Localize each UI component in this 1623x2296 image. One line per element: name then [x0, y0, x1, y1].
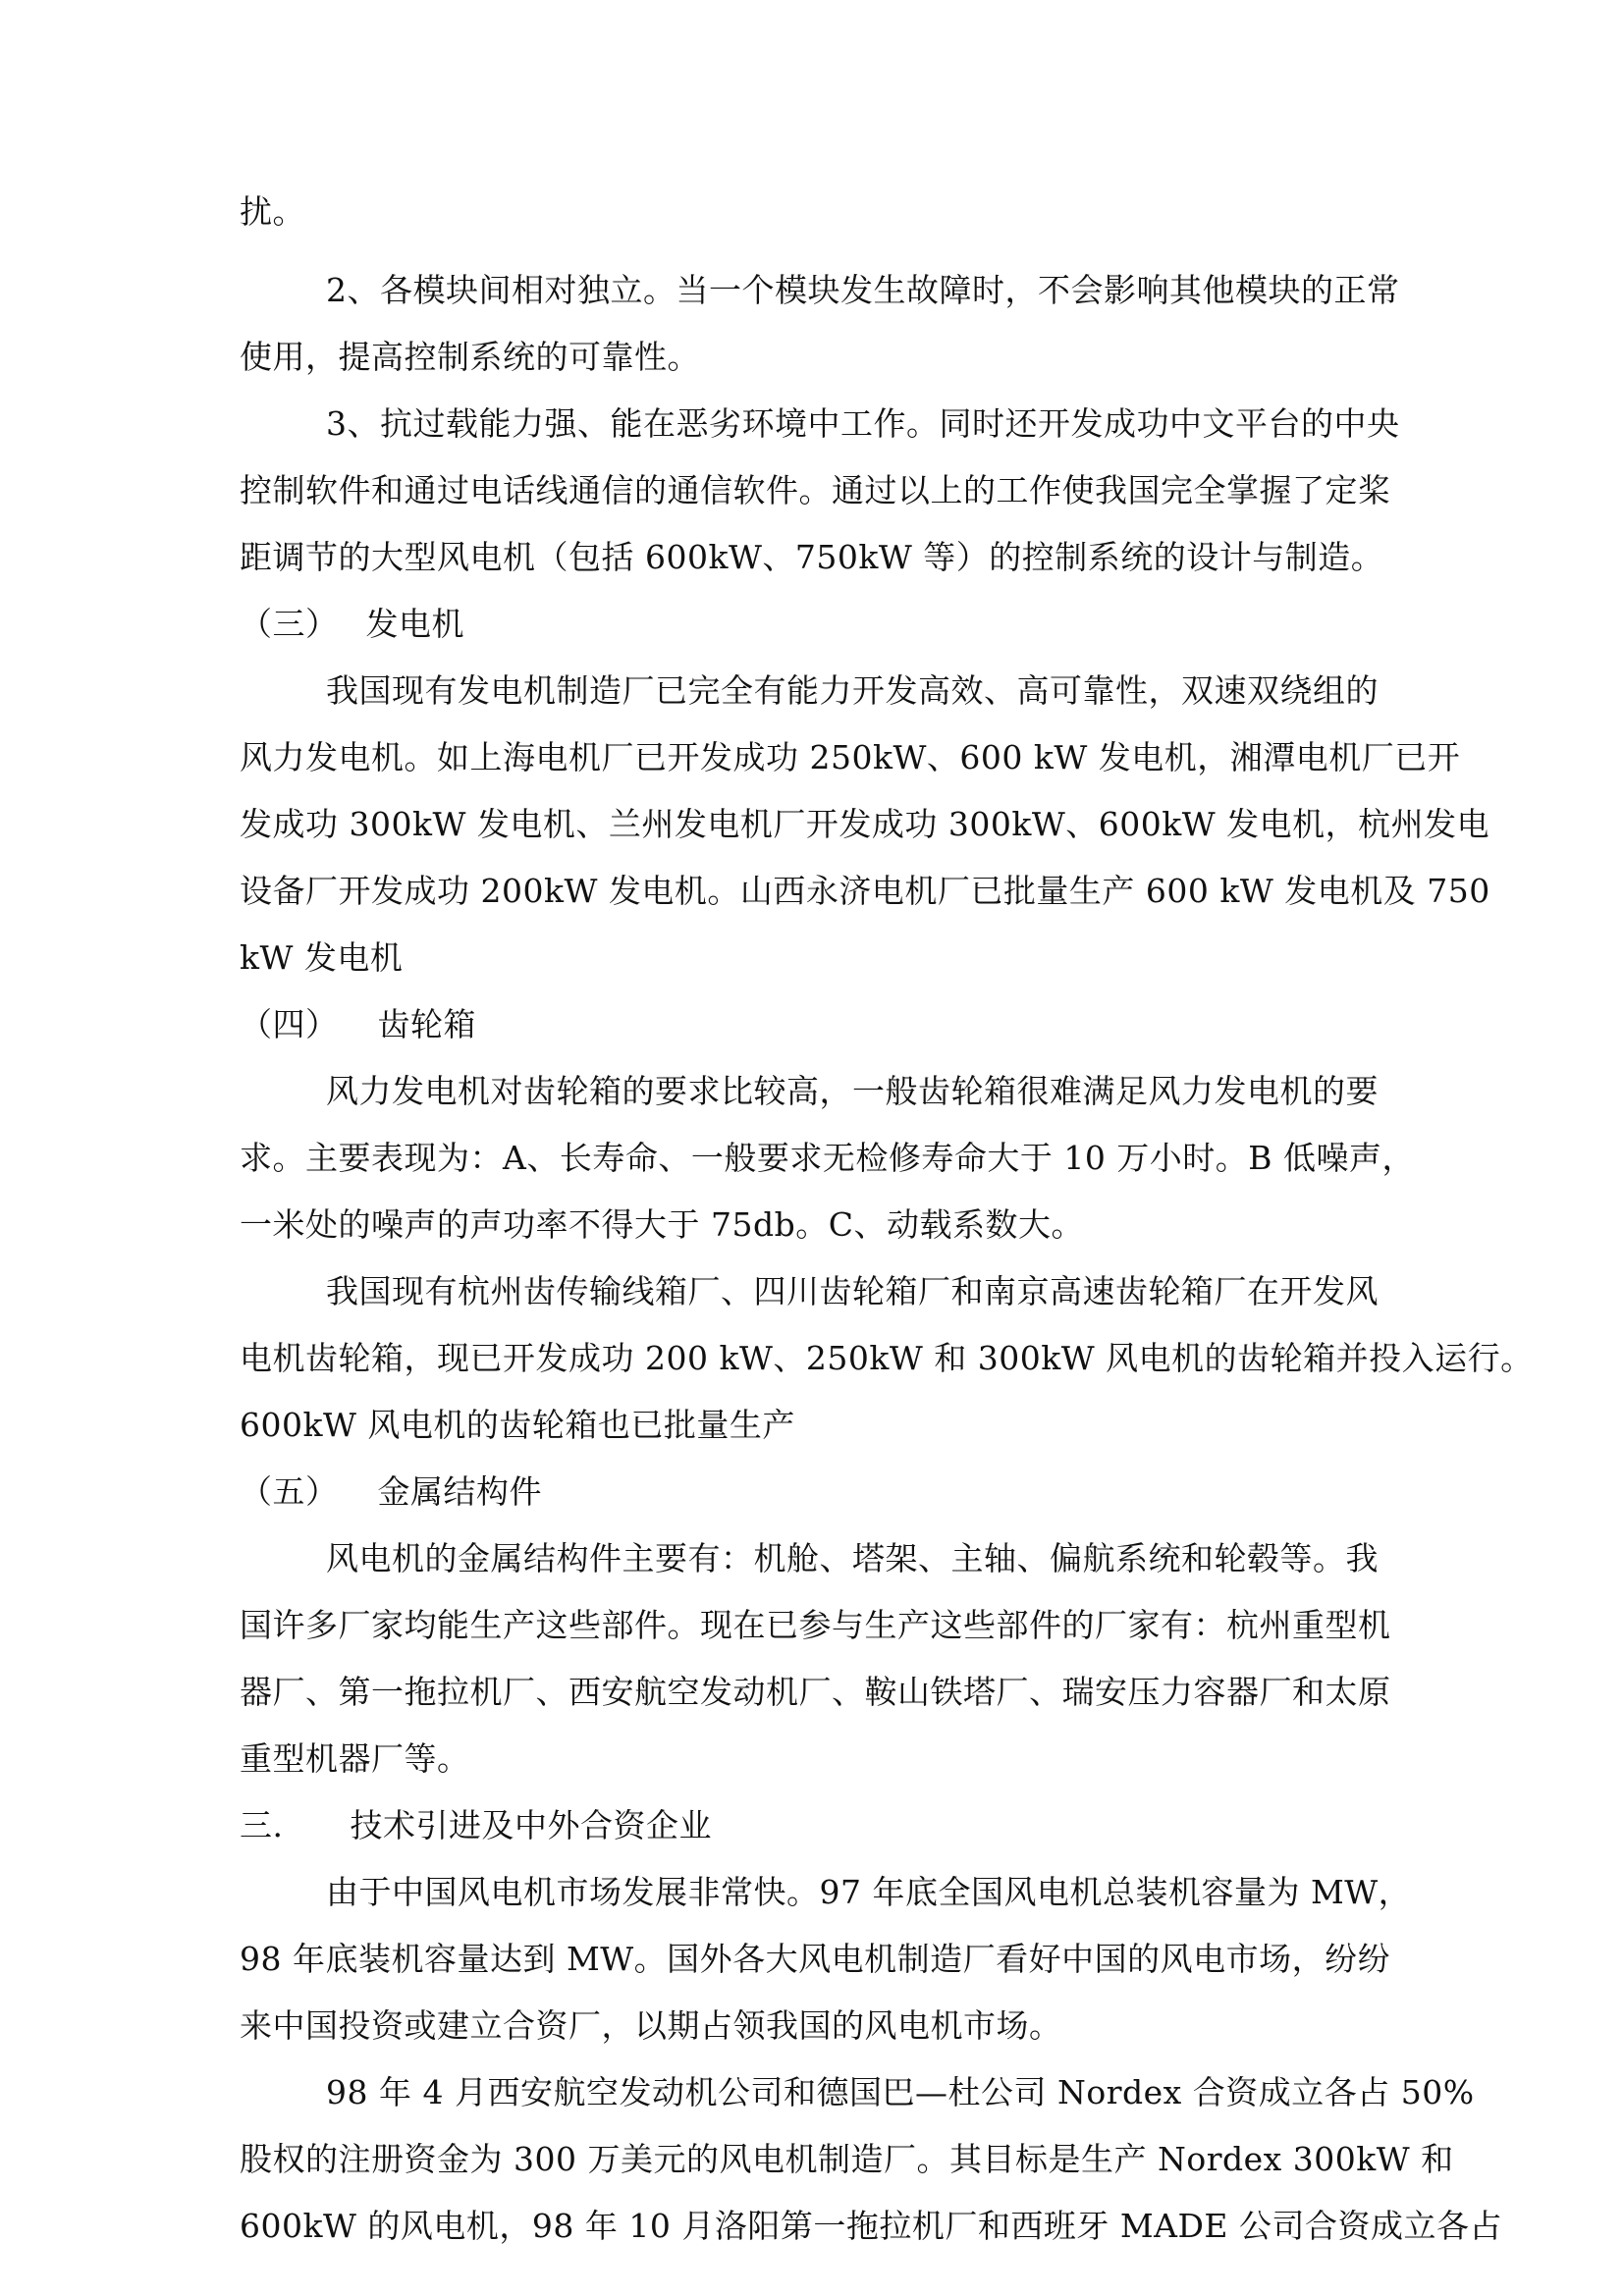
paragraph-line: 设备厂开发成功 200kW 发电机。山西永济电机厂已批量生产 600 kW 发电机及 750: [240, 872, 1490, 910]
section-title: 齿轮箱: [377, 1005, 476, 1043]
paragraph-line: 使用，提高控制系统的可靠性。: [240, 338, 700, 376]
section-heading-generator: [240, 605, 464, 644]
paragraph-line: 由于中国风电机市场发展非常快。97 年底全国风电机总装机容量为 MW，: [326, 1873, 1412, 1911]
paragraph-line: kW 发电机: [240, 938, 404, 977]
paragraph-line: 一米处的噪声的声功率不得大于 75db。C、动载系数大。: [240, 1205, 1084, 1244]
section-title: 发电机: [365, 605, 464, 643]
paragraph-line: 来中国投资或建立合资厂，以期占领我国的风电机市场。: [240, 2006, 1062, 2045]
chapter-heading-tech-import: [240, 1806, 712, 1845]
list-item-3: 3、抗过载能力强、能在恶劣环境中工作。同时还开发成功中文平台的中央: [326, 404, 1400, 443]
paragraph-line: 扰。: [240, 192, 305, 231]
section-title: 金属结构件: [377, 1472, 542, 1511]
paragraph-line: 电机齿轮箱，现已开发成功 200 kW、250kW 和 300kW 风电机的齿轮箱并投入运行。: [240, 1339, 1534, 1377]
section-number: （三）: [240, 605, 339, 643]
paragraph-line: 求。主要表现为：A、长寿命、一般要求无检修寿命大于 10 万小时。B 低噪声，: [240, 1139, 1416, 1177]
paragraph-line: 发成功 300kW 发电机、兰州发电机厂开发成功 300kW、600kW 发电机，杭州发电: [240, 805, 1490, 843]
paragraph-line: 控制软件和通过电话线通信的通信软件。通过以上的工作使我国完全掌握了定桨: [240, 471, 1391, 509]
list-item-2: 2、各模块间相对独立。当一个模块发生故障时，不会影响其他模块的正常: [326, 271, 1400, 309]
paragraph-line: 600kW 的风电机，98 年 10 月洛阳第一拖拉机厂和西班牙 MADE 公司合资成立各占: [240, 2207, 1502, 2245]
chapter-number: 三.: [240, 1806, 284, 1844]
paragraph-line: 风力发电机。如上海电机厂已开发成功 250kW、600 kW 发电机，湘潭电机厂已开: [240, 738, 1461, 776]
paragraph-line: 风力发电机对齿轮箱的要求比较高，一般齿轮箱很难满足风力发电机的要: [326, 1072, 1379, 1110]
paragraph-line: 我国现有发电机制造厂已完全有能力开发高效、高可靠性，双速双绕组的: [326, 671, 1379, 710]
paragraph-line: 600kW 风电机的齿轮箱也已批量生产: [240, 1406, 795, 1444]
paragraph-line: 重型机器厂等。: [240, 1739, 470, 1778]
paragraph-line: 股权的注册资金为 300 万美元的风电机制造厂。其目标是生产 Nordex 300kW 和: [240, 2140, 1454, 2178]
paragraph-line: 98 年 4 月西安航空发动机公司和德国巴—杜公司 Nordex 合资成立各占 50%: [326, 2073, 1475, 2111]
paragraph-line: 国许多厂家均能生产这些部件。现在已参与生产这些部件的厂家有：杭州重型机: [240, 1606, 1391, 1644]
paragraph-line: 器厂、第一拖拉机厂、西安航空发动机厂、鞍山铁塔厂、瑞安压力容器厂和太原: [240, 1673, 1391, 1711]
section-number: （四）: [240, 1005, 339, 1043]
section-number: （五）: [240, 1472, 339, 1511]
section-heading-gearbox: [240, 1005, 476, 1044]
paragraph-line: 距调节的大型风电机（包括 600kW、750kW 等）的控制系统的设计与制造。: [240, 538, 1384, 576]
paragraph-line: 我国现有杭州齿传输线箱厂、四川齿轮箱厂和南京高速齿轮箱厂在开发风: [326, 1272, 1379, 1310]
paragraph-line: 98 年底装机容量达到 MW。国外各大风电机制造厂看好中国的风电市场，纷纷: [240, 1940, 1391, 1978]
section-heading-metal-structures: [240, 1472, 542, 1512]
paragraph-line: 风电机的金属结构件主要有：机舱、塔架、主轴、偏航系统和轮毂等。我: [326, 1539, 1379, 1577]
chapter-title: 技术引进及中外合资企业: [350, 1806, 712, 1844]
